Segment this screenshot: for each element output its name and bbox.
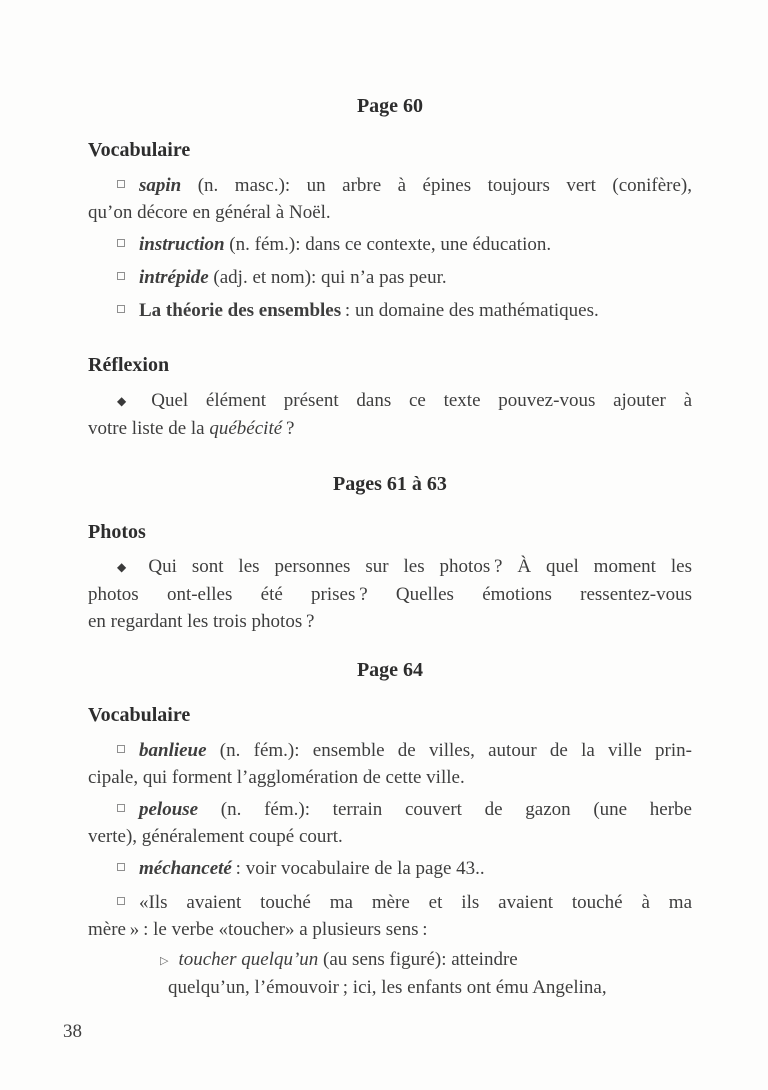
vocab-term: pelouse [139,799,199,820]
vocab-definition: (adj. et nom): qui n’a pas peur. [208,267,447,288]
section-heading-vocabulaire-1: Vocabulaire [88,139,191,161]
document-page [88,93,692,1001]
section-heading-reflexion: Réflexion [88,354,170,376]
square-bullet-icon [117,804,125,812]
vocab-term: instruction [139,234,225,255]
sub-definition: (au sens figuré): atteindre [318,949,518,970]
quote-text-continued: mère » : le verbe «toucher» a plusieurs sens : [88,919,428,940]
square-bullet-icon [117,180,125,188]
vocab-definition: (n. fém.): terrain couvert de gazon (une herbe [198,799,692,820]
vocab-item-intrepide [88,264,692,291]
vocab-term: méchanceté [139,858,232,879]
vocab-item-theorie [88,297,692,324]
emphasized-word: québécité [209,418,283,439]
vocab-definition: (n. fém.): dans ce contexte, une éducation. [224,234,552,255]
page-heading-61-63: Pages 61 à 63 [333,473,447,495]
square-bullet-icon [117,745,125,753]
vocab-term: intrépide [139,267,209,288]
vocab-definition-continued: cipale, qui forment l’agglomération de cette ville. [88,767,465,788]
vocab-definition-continued: qu’on décore en général à Noël. [88,202,331,223]
vocab-term: banlieue [139,740,207,761]
vocab-item-sapin [88,172,692,226]
sub-definition-continued: quelqu’un, l’émouvoir ; ici, les enfants ont ému Angelina, [168,977,607,998]
vocab-definition: : voir vocabulaire de la page 43.. [231,858,485,879]
vocab-item-instruction [88,231,692,258]
square-bullet-icon [117,239,125,247]
question-text: Quel élément présent dans ce texte pouvez-vous ajouter à [151,390,693,411]
diamond-bullet-icon: ◆ [117,560,137,574]
square-bullet-icon [117,305,125,313]
vocab-definition: : un domaine des mathématiques. [341,300,599,321]
vocab-item-quote-toucher [88,889,692,943]
vocab-definition: (n. masc.): un arbre à épines toujours vert (conifère), [181,175,692,196]
triangle-bullet-icon: ▷ [160,954,169,967]
vocab-item-pelouse [88,796,692,850]
page-number: 38 [63,1021,82,1042]
page-heading-64: Page 64 [356,659,424,681]
section-heading-vocabulaire-2: Vocabulaire [88,704,191,726]
quote-text: «Ils avaient touché ma mère et ils avaient touché à ma [139,892,692,913]
question-text-continued: votre liste de la [88,418,210,439]
question-text-end: ? [282,418,295,439]
vocab-item-banlieue [88,737,692,791]
section-heading-photos: Photos [88,521,146,543]
vocab-term: sapin [139,175,182,196]
square-bullet-icon [117,863,125,871]
diamond-bullet-icon: ◆ [117,394,140,408]
sub-term: toucher quelqu’un [178,949,319,970]
page-heading-60: Page 60 [356,95,424,117]
vocab-definition-continued: verte), généralement coupé court. [88,826,343,847]
question-text-continued: photos ont-elles été prises ? Quelles émotions ressentez-vous [88,584,692,605]
vocab-item-mechancete [88,855,692,882]
square-bullet-icon [117,272,125,280]
sub-item-toucher-quelquun [88,946,692,1001]
vocab-term: La théorie des ensembles [139,300,342,321]
square-bullet-icon [117,897,125,905]
photos-question [88,553,692,635]
question-text-end: en regardant les trois photos ? [88,611,315,632]
question-text: Qui sont les personnes sur les photos ? À quel moment les [148,556,692,577]
reflexion-question [88,387,692,442]
vocab-definition: (n. fém.): ensemble de villes, autour de la ville prin- [206,740,692,761]
